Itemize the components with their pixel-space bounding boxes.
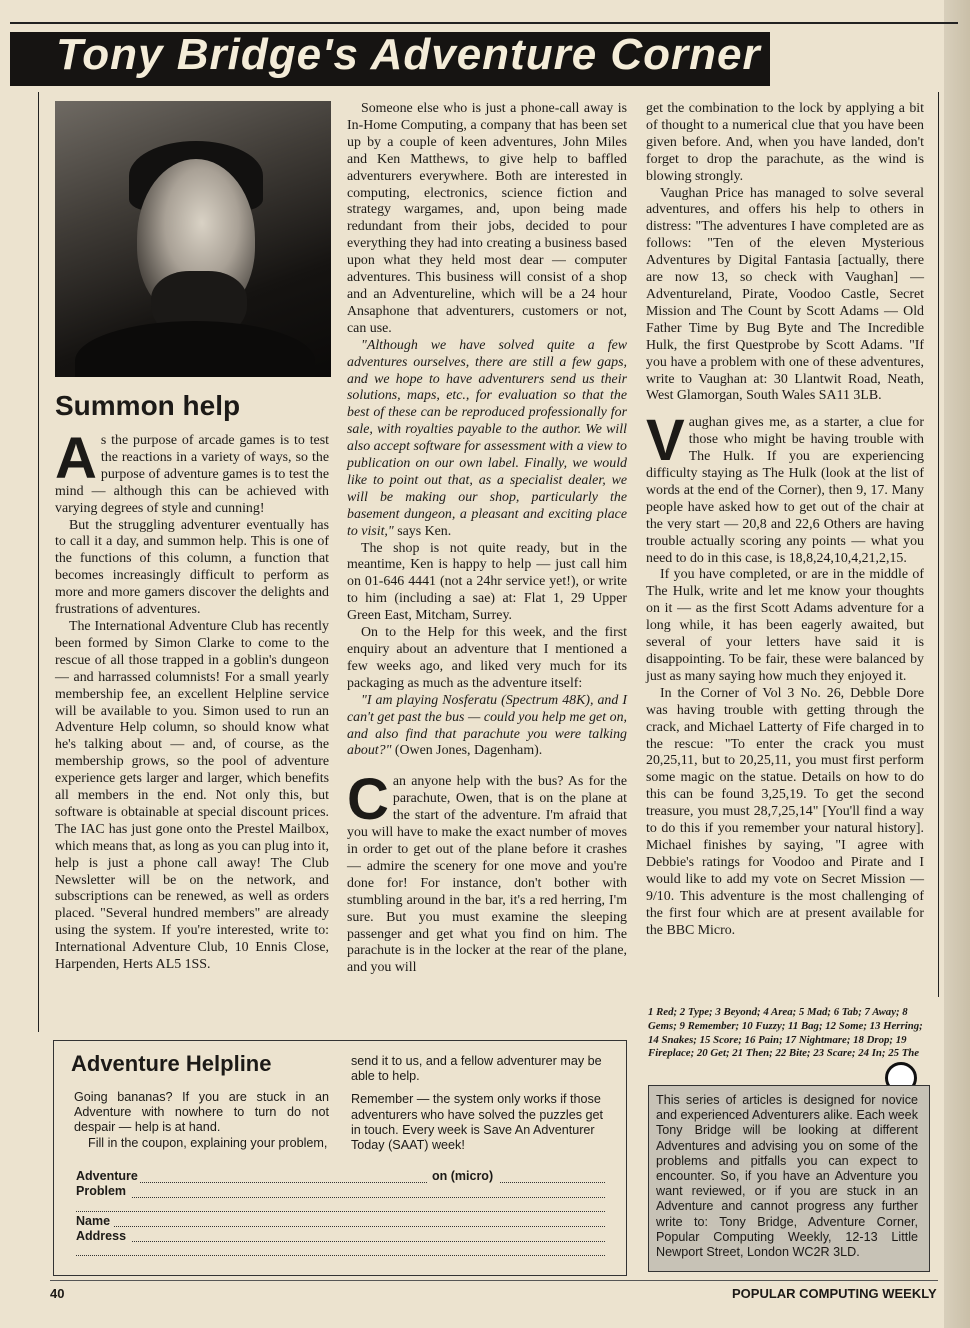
address-field-line2[interactable] bbox=[76, 1255, 605, 1256]
paragraph: get the combination to the lock by applying a bit of thought to a numerical clue that you have been given before. And, when you have landed, don't forget to drop the parachute, as the wind is blowing strongly. bbox=[646, 101, 924, 184]
dropcap: C bbox=[347, 767, 389, 833]
micro-field-label: on (micro) bbox=[432, 1169, 494, 1183]
helpline-title: Adventure Helpline bbox=[71, 1051, 272, 1076]
paragraph: But the struggling adventurer eventually has to call it a day, and summon help. This is one of the functions of this column, a function that becomes increasingly difficult to perform as more and more gamers discover the delights and frustrations of adventures. bbox=[55, 517, 329, 618]
paragraph: Vaughan Price has managed to solve several adventures, and offers his help to others in distress: "The adventures I have completed are as follows: "Ten of the eleven Mysterious Adventures by Digital Fantasia [actually, there are now 13, so check with Vaughan] — Adventureland, Pirate, Voodoo Castle, Secret Mission and The Count by Scott Adams — Old Father Time by Bug Byte and The Incredible Hulk, the first Questprobe by Scott Adams. "If you have a problem with one of these adventures, write to Vaughan at: 30 Llantwit Road, Neath, West Glamorgan, South Wales SA11 3LB. bbox=[646, 185, 924, 404]
paragraph: Someone else who is just a phone-call away is In-Home Computing, a company that has been set up by a couple of keen adventures, John Miles and Ken Matthews, to give help to baffled adventurers everywhere. Both are interested in computing, electronics, science fiction and strategy wargames, and, upon being made redundant from their jobs, decided to pour everything they had into creating a business based upon what they held most dear — computer adventures. This business will consist of a shop and an Adventureline, which will be a 24 hour Ansaphone that adventurers, customers or not, can use. bbox=[347, 101, 627, 336]
page-number: 40 bbox=[50, 1286, 65, 1301]
paragraph: On to the Help for this week, and the first enquiry about an adventure that I mentioned a few weeks ago, and liked very much for its packaging as much as the adventure itself: bbox=[347, 625, 627, 691]
quote-paragraph: "I am playing Nosferatu (Spectrum 48K), and I can't get past the bus — could you help me get on, and also find that parachute you were talking about?" (Owen Jones, Dagenham). bbox=[347, 692, 627, 759]
quote-paragraph: "Although we have solved quite a few adventures ourselves, there are still a few gaps, and we hope to have adventurers send us their solutions, maps, etc., for evaluation so that the best of these can be reproduced professionally for sale, with royalties payable to the author. We will also accept software for assessment with a view to publication on our own label. Finally, we would like to point out that, as a specialist dealer, we will be making our shop, particularly the basement dungeon, a pleasant and exciting place to visit," says Ken. bbox=[347, 337, 627, 539]
paragraph: Can anyone help with the bus? As for the parachute, Owen, that is on the plane at the start of the adventure. I'm afraid that you will have to make the exact number of moves in order to get out of the plane before it crashes — admire the scenery for one move and you're done for! For instance, don't bother with stumbling around in the bar, it's a red herring, I'm sure. But you must examine the sleeping passenger and get what you find on him. The parachute is in the locker at the rear of the plane, and you will bbox=[347, 767, 627, 976]
middle-column bbox=[347, 101, 627, 977]
name-field-label: Name bbox=[76, 1214, 111, 1228]
dropcap: V bbox=[646, 408, 685, 474]
paragraph: The International Adventure Club has recently been formed by Simon Clarke to come to the rescue of all those trapped in a goblin's dungeon — and harrassed columnists! For a small yearly membership fee, an excellent Helpline service will be available to you. Simon used to run an Adventure Help column, so should know what he's talking about — and, of course, as the membership grows, so the pool of adventure experience gets larger and larger, which benefits all members in the end. Not only this, but software is obtainable at special discount prices. The IAC has just gone onto the Prestel Mailbox, which means that, as long as you can plug into it, help is just a phone call away! The Club Newsletter will be on the network, and subscriptions can be renewed, as well as orders placed. "Several hundred members" are already using the system. If you're interested, write to: International Adventure Club, 10 Ennis Close, Harpenden, Herts AL5 1SS. bbox=[55, 618, 329, 973]
address-field[interactable] bbox=[132, 1241, 605, 1242]
right-column bbox=[646, 101, 924, 939]
publication-name: POPULAR COMPUTING WEEKLY bbox=[732, 1286, 937, 1301]
problem-field-line2[interactable] bbox=[76, 1211, 605, 1212]
paragraph: The shop is not quite ready, but in the meantime, Ken is happy to help — just call him on 01-646 4441 (not a 24hr service yet!), or write to him (including a sae) at: Flat 1, 29 Upper Green East, Mitcham, Surrey. bbox=[347, 540, 627, 624]
helpline-intro: Going bananas? If you are stuck in an Adventure with nowhere to turn do not despair — help is at hand. Fill in the coupon, explaining your problem, bbox=[74, 1090, 329, 1150]
dropcap: A bbox=[55, 426, 97, 491]
header-rule bbox=[10, 22, 958, 24]
page-edge bbox=[944, 0, 970, 1328]
paragraph: In the Corner of Vol 3 No. 26, Debble Dore was having trouble with getting through the crack, and Michael Latterty of Fife charged in to the rescue: "To enter the crack you must 20,25,11, but to 20,25,11, you must first perform some magic on the statue. Details on how to do this can be found 3,25,19. To get the second treasure, you must 28,7,25,14" [You'll find a way to do this if you remember your natural history]. Michael finishes by saying, "I agree with Debbie's ratings for Voodoo and Pirate and I would like to add my vote on Secret Mission — 9/10. This adventure is the most challenging of the first four which are at present available for the BBC Micro. bbox=[646, 685, 924, 938]
footer-rule bbox=[50, 1280, 938, 1281]
problem-field-label: Problem bbox=[76, 1184, 127, 1198]
paragraph: If you have completed, or are in the middle of The Hulk, write and let me know your thoughts on it — as the first Scott Adams adventure for a long while, it has been eagerly awaited, but several of your letters have said it is disappointing. To be fair, these were balanced by just as many saying how much they enjoyed it. bbox=[646, 567, 924, 684]
adventure-field-label: Adventure bbox=[76, 1169, 138, 1183]
adventure-field[interactable] bbox=[140, 1182, 427, 1183]
page-title: Tony Bridge's Adventure Corner bbox=[56, 30, 761, 79]
paragraph: Vaughan gives me, as a starter, a clue for those who might be having trouble with The Hulk. If you are experiencing difficulty staying as The Hulk (look at the list of words at the end of the Corner), then 9, 17. Many people have asked how to get out of the chair at the very start — 20,8 and 22,6 Others are having trouble actually scoring any points — what you need to do in this case, is 18,8,24,10,4,21,2,15. bbox=[646, 408, 924, 566]
info-text: This series of articles is designed for novice and experienced Adventurers alike. Each week Tony Bridge will be looking at different Adventures and advising you on some of the problems and pitfalls you can expect to encounter. So, if you have an Adventure you want reviewed, or if you are stuck in an Adventure and cannot progress any further write to: Tony Bridge, Adventure Corner, Popular Computing Weekly, 12-13 Little Newport Street, London WC2R 3LD. bbox=[656, 1093, 918, 1260]
author-photo bbox=[55, 101, 331, 377]
section-heading: Summon help bbox=[55, 390, 241, 421]
address-field-label: Address bbox=[76, 1229, 127, 1243]
left-column bbox=[55, 426, 329, 974]
column-rule-right bbox=[938, 92, 939, 997]
problem-field[interactable] bbox=[132, 1197, 605, 1198]
column-rule-left bbox=[38, 92, 39, 1032]
micro-field[interactable] bbox=[500, 1182, 605, 1183]
helpline-instructions: send it to us, and a fellow adventurer may be able to help. Remember — the system only works if those adventurers who have solved the puzzles get in touch. Every week is Save An Adventurer Today (SAAT) week! bbox=[351, 1054, 604, 1153]
name-field[interactable] bbox=[114, 1226, 605, 1227]
answer-list: 1 Red; 2 Type; 3 Beyond; 4 Area; 5 Mad; 6 Tab; 7 Away; 8 Gems; 9 Remember; 10 Fuzzy; 11 Bag; 12 Some; 13 Herring; 14 Snakes; 15 Score; 16 Pain; 17 Nightmare; 18 Drop; 19 Fireplace; 20 Get; 21 Then; 22 Bite; 23 Scare; 24 In; 25 The bbox=[648, 1006, 923, 1060]
intro-paragraph: As the purpose of arcade games is to test the reactions in a variety of ways, so the purpose of adventure games is to test the mind — although this can be achieved with varying degrees of style and cunning! bbox=[55, 426, 329, 516]
